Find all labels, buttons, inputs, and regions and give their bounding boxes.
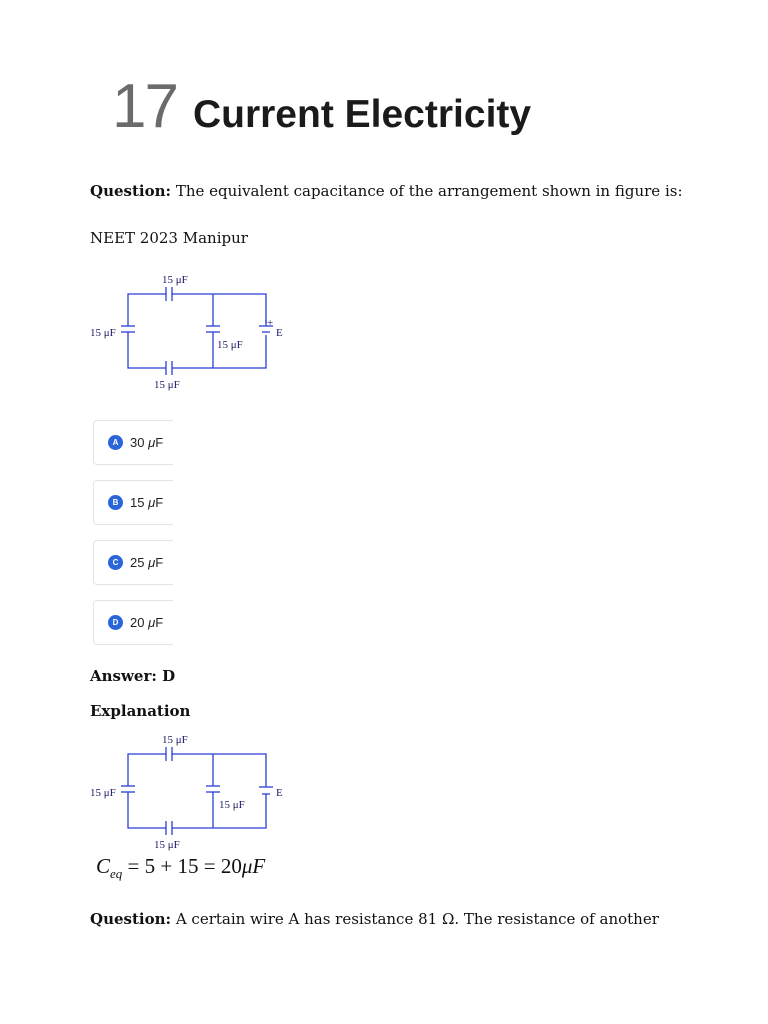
question-text: The equivalent capacitance of the arrangement shown in figure is:	[171, 182, 683, 200]
answer: Answer: D	[90, 667, 176, 685]
capacitor-label-top: 15 μF	[162, 734, 188, 746]
option-a[interactable]	[93, 420, 173, 465]
battery-label: E	[276, 787, 283, 799]
option-text-c: 25 μF	[130, 555, 164, 570]
option-badge-a: A	[108, 435, 123, 450]
option-text-d: 20 μF	[130, 615, 164, 630]
chapter-number: 17	[112, 72, 177, 141]
option-c[interactable]	[93, 540, 173, 585]
capacitor-label-bottom: 15 μF	[154, 379, 180, 391]
capacitor-label-middle: 15 μF	[219, 799, 245, 811]
circuit-diagram-question	[88, 268, 298, 398]
capacitor-label-top: 15 μF	[162, 274, 188, 286]
question-text: A certain wire A has resistance 81 Ω. The resistance of another	[171, 910, 659, 928]
battery-plus-label: +	[267, 317, 274, 329]
question-2	[90, 909, 659, 929]
option-d[interactable]	[93, 600, 173, 645]
question-label: Question:	[90, 182, 172, 200]
question-1	[90, 181, 683, 201]
capacitor-label-left: 15 μF	[90, 327, 116, 339]
chapter-title: Current Electricity	[192, 93, 532, 136]
option-badge-d: D	[108, 615, 123, 630]
question-source: NEET 2023 Manipur	[90, 229, 248, 247]
capacitor-label-middle: 15 μF	[217, 339, 243, 351]
option-badge-c: C	[108, 555, 123, 570]
explanation-equation: $C_{eq} = 5 + 15 = 20\mu F$	[96, 854, 266, 882]
explanation-heading: Explanation	[90, 702, 191, 720]
capacitor-label-bottom: 15 μF	[154, 839, 180, 851]
option-b[interactable]	[93, 480, 173, 525]
question-label: Question:	[90, 910, 172, 928]
capacitor-label-left: 15 μF	[90, 787, 116, 799]
option-text-b: 15 μF	[130, 495, 164, 510]
battery-label: E	[276, 327, 283, 339]
circuit-diagram-explanation	[88, 728, 298, 858]
chapter-header	[112, 72, 531, 142]
option-badge-b: B	[108, 495, 123, 510]
option-text-a: 30 μF	[130, 435, 164, 450]
